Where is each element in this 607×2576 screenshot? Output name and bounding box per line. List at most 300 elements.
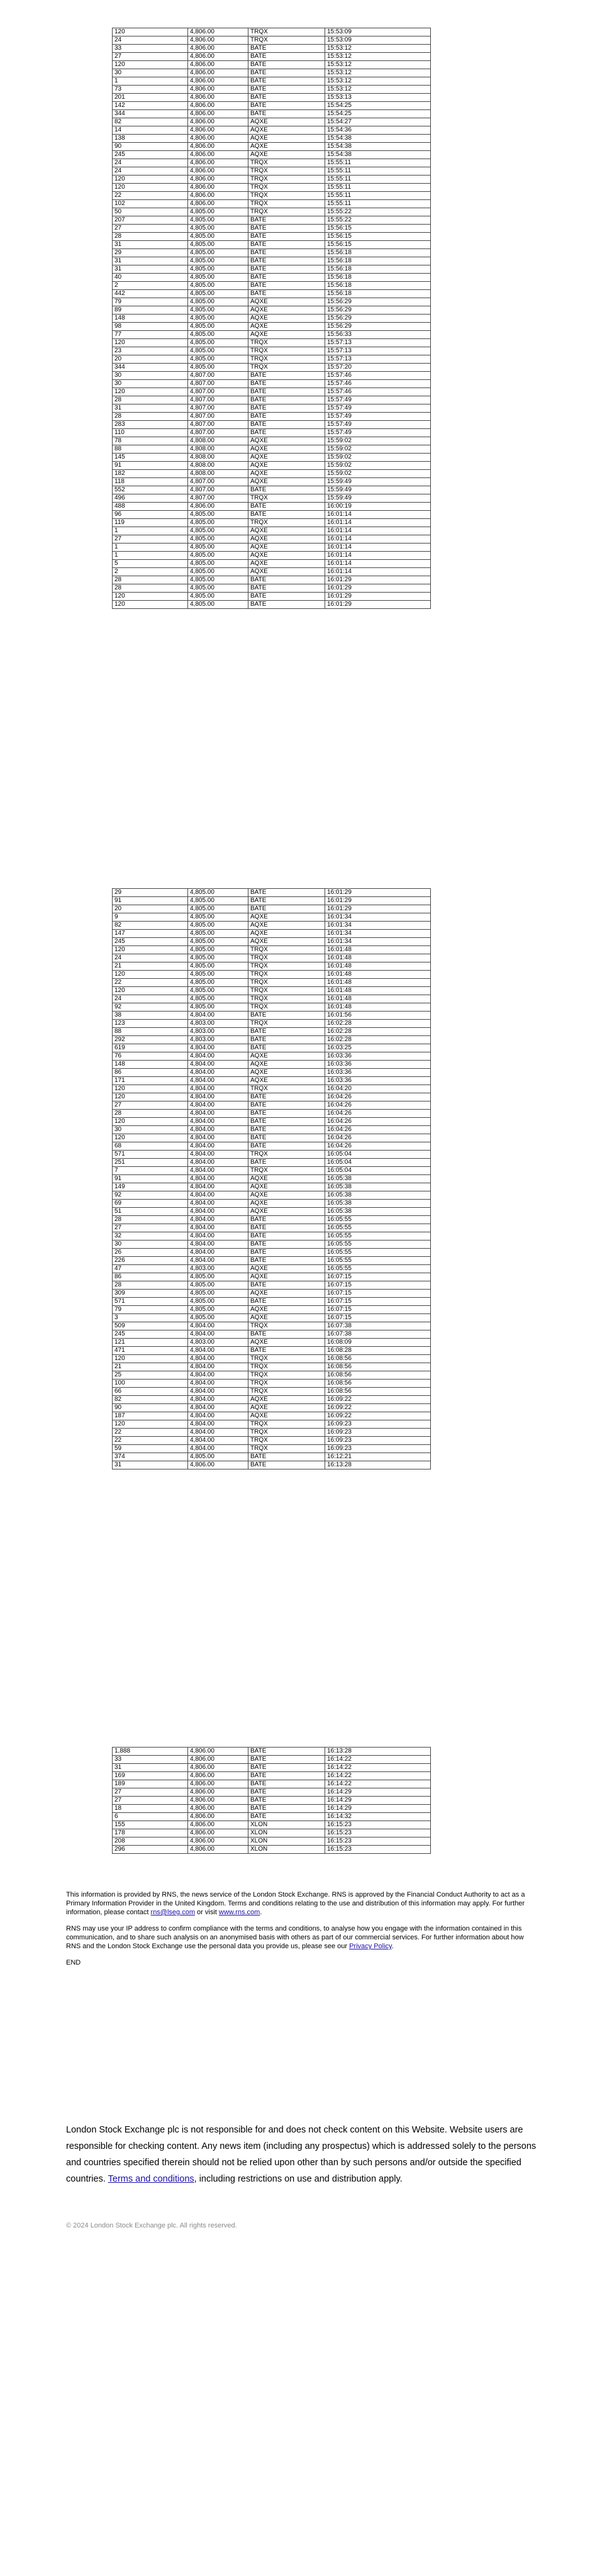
table-row <box>113 216 431 225</box>
table-row <box>113 905 431 913</box>
trade-time-cell: 16:04:26 <box>325 1142 431 1151</box>
trade-venue-cell: BATE <box>248 77 325 86</box>
trade-price-cell: 4,805.00 <box>188 282 248 290</box>
trade-time-cell: 15:53:12 <box>325 86 431 94</box>
trade-venue-cell: TRQX <box>248 355 325 364</box>
trade-volume-cell: 28 <box>113 413 188 421</box>
trade-volume-cell: 374 <box>113 1453 188 1461</box>
table-row <box>113 1273 431 1281</box>
trade-venue-cell: AQXE <box>248 151 325 159</box>
trade-volume-cell: 552 <box>113 486 188 494</box>
trade-venue-cell: AQXE <box>248 1183 325 1191</box>
table-row <box>113 1257 431 1265</box>
trade-time-cell: 15:59:49 <box>325 494 431 503</box>
trade-venue-cell: TRQX <box>248 347 325 355</box>
table-row <box>113 470 431 478</box>
trades-table-3 <box>112 1747 431 1854</box>
trade-price-cell: 4,805.00 <box>188 233 248 241</box>
trade-volume-cell: 148 <box>113 315 188 323</box>
trade-price-cell: 4,805.00 <box>188 323 248 331</box>
trade-volume-cell: 245 <box>113 151 188 159</box>
trade-time-cell: 16:05:04 <box>325 1167 431 1175</box>
trade-venue-cell: TRQX <box>248 184 325 192</box>
table-row <box>113 118 431 126</box>
trade-volume-cell: 120 <box>113 987 188 995</box>
trade-price-cell: 4,807.00 <box>188 380 248 388</box>
trade-time-cell: 15:56:18 <box>325 249 431 257</box>
trade-volume-cell: 1 <box>113 77 188 86</box>
trade-venue-cell: AQXE <box>248 462 325 470</box>
table-row <box>113 257 431 265</box>
trade-volume-cell: 7 <box>113 1167 188 1175</box>
trade-volume-cell: 208 <box>113 1837 188 1846</box>
trade-price-cell: 4,805.00 <box>188 265 248 274</box>
trade-venue-cell: TRQX <box>248 979 325 987</box>
table-row <box>113 290 431 298</box>
trade-time-cell: 15:53:12 <box>325 45 431 53</box>
trade-volume-cell: 89 <box>113 306 188 315</box>
table-row <box>113 1380 431 1388</box>
table-row <box>113 265 431 274</box>
trade-price-cell: 4,804.00 <box>188 1371 248 1380</box>
table-row <box>113 1142 431 1151</box>
trade-time-cell: 16:03:36 <box>325 1069 431 1077</box>
rns-email-link[interactable]: rns@lseg.com <box>150 1909 195 1916</box>
trade-venue-cell: AQXE <box>248 470 325 478</box>
privacy-policy-link[interactable]: Privacy Policy <box>349 1943 392 1950</box>
trade-volume-cell: 82 <box>113 922 188 930</box>
table-row <box>113 913 431 922</box>
trade-price-cell: 4,806.00 <box>188 1813 248 1821</box>
trade-price-cell: 4,805.00 <box>188 913 248 922</box>
trade-time-cell: 16:07:38 <box>325 1330 431 1339</box>
trade-venue-cell: AQXE <box>248 454 325 462</box>
trade-venue-cell: BATE <box>248 413 325 421</box>
trade-price-cell: 4,805.00 <box>188 576 248 584</box>
trade-time-cell: 16:01:48 <box>325 979 431 987</box>
trade-venue-cell: AQXE <box>248 527 325 535</box>
trade-venue-cell: BATE <box>248 503 325 511</box>
trade-volume-cell: 23 <box>113 347 188 355</box>
table-row <box>113 298 431 306</box>
trade-venue-cell: BATE <box>248 1241 325 1249</box>
trade-venue-cell: TRQX <box>248 1322 325 1330</box>
trade-venue-cell: AQXE <box>248 1061 325 1069</box>
trade-venue-cell: TRQX <box>248 176 325 184</box>
trade-volume-cell: 27 <box>113 1101 188 1110</box>
table-row <box>113 1396 431 1404</box>
table-row <box>113 922 431 930</box>
table-row <box>113 1797 431 1805</box>
trade-volume-cell: 88 <box>113 1028 188 1036</box>
trade-volume-cell: 31 <box>113 241 188 249</box>
trade-venue-cell: AQXE <box>248 323 325 331</box>
table-row <box>113 233 431 241</box>
table-row <box>113 1241 431 1249</box>
trade-price-cell: 4,808.00 <box>188 437 248 445</box>
trade-price-cell: 4,805.00 <box>188 601 248 609</box>
trade-time-cell: 16:02:28 <box>325 1036 431 1044</box>
trade-time-cell: 16:05:04 <box>325 1151 431 1159</box>
table-row <box>113 347 431 355</box>
trade-price-cell: 4,806.00 <box>188 1788 248 1797</box>
trade-volume-cell: 120 <box>113 61 188 69</box>
trade-volume-cell: 69 <box>113 1200 188 1208</box>
table-row <box>113 889 431 897</box>
trade-price-cell: 4,804.00 <box>188 1085 248 1093</box>
trade-venue-cell: BATE <box>248 372 325 380</box>
trade-price-cell: 4,804.00 <box>188 1101 248 1110</box>
table-row <box>113 1077 431 1085</box>
trade-price-cell: 4,806.00 <box>188 1461 248 1469</box>
trade-price-cell: 4,805.00 <box>188 1314 248 1322</box>
trade-volume-cell: 155 <box>113 1821 188 1829</box>
trade-venue-cell: AQXE <box>248 1077 325 1085</box>
rns-info-end: . <box>260 1909 262 1916</box>
trade-volume-cell: 149 <box>113 1183 188 1191</box>
rns-website-link[interactable]: www.rns.com <box>218 1909 260 1916</box>
trade-time-cell: 16:04:26 <box>325 1101 431 1110</box>
trade-price-cell: 4,805.00 <box>188 225 248 233</box>
trade-time-cell: 16:05:38 <box>325 1208 431 1216</box>
trade-price-cell: 4,806.00 <box>188 1764 248 1772</box>
trade-volume-cell: 182 <box>113 470 188 478</box>
table-row <box>113 315 431 323</box>
table-row <box>113 1183 431 1191</box>
trade-volume-cell: 31 <box>113 404 188 413</box>
trade-time-cell: 15:56:15 <box>325 241 431 249</box>
trade-time-cell: 16:14:32 <box>325 1813 431 1821</box>
trade-time-cell: 16:01:34 <box>325 913 431 922</box>
trade-venue-cell: BATE <box>248 396 325 404</box>
trade-volume-cell: 169 <box>113 1772 188 1780</box>
trade-price-cell: 4,803.00 <box>188 1028 248 1036</box>
trade-volume-cell: 120 <box>113 339 188 347</box>
trade-price-cell: 4,804.00 <box>188 1134 248 1142</box>
trade-volume-cell: 29 <box>113 889 188 897</box>
trade-volume-cell: 207 <box>113 216 188 225</box>
trade-volume-cell: 119 <box>113 519 188 527</box>
trade-volume-cell: 1 <box>113 527 188 535</box>
trade-venue-cell: AQXE <box>248 126 325 135</box>
trade-volume-cell: 619 <box>113 1044 188 1052</box>
trade-price-cell: 4,805.00 <box>188 511 248 519</box>
trade-venue-cell: BATE <box>248 110 325 118</box>
table-row <box>113 225 431 233</box>
trade-volume-cell: 120 <box>113 388 188 396</box>
trade-price-cell: 4,803.00 <box>188 1265 248 1273</box>
trade-price-cell: 4,805.00 <box>188 971 248 979</box>
table-row <box>113 53 431 61</box>
trade-volume-cell: 120 <box>113 971 188 979</box>
trade-venue-cell: AQXE <box>248 135 325 143</box>
trade-venue-cell: BATE <box>248 1298 325 1306</box>
trade-time-cell: 16:09:23 <box>325 1445 431 1453</box>
trade-volume-cell: 90 <box>113 1404 188 1412</box>
trade-time-cell: 15:57:49 <box>325 404 431 413</box>
table-row <box>113 1829 431 1837</box>
trade-venue-cell: TRQX <box>248 1020 325 1028</box>
trade-time-cell: 16:04:26 <box>325 1093 431 1101</box>
trade-time-cell: 16:01:14 <box>325 511 431 519</box>
end-marker: END <box>66 1959 81 1966</box>
table-row <box>113 1298 431 1306</box>
trade-time-cell: 16:01:14 <box>325 568 431 576</box>
trade-time-cell: 16:05:38 <box>325 1200 431 1208</box>
table-row <box>113 429 431 437</box>
trade-venue-cell: TRQX <box>248 192 325 200</box>
trade-price-cell: 4,805.00 <box>188 331 248 339</box>
trade-volume-cell: 6 <box>113 1813 188 1821</box>
trade-price-cell: 4,806.00 <box>188 1805 248 1813</box>
trade-venue-cell: TRQX <box>248 364 325 372</box>
trade-price-cell: 4,805.00 <box>188 922 248 930</box>
terms-and-conditions-link[interactable]: Terms and conditions <box>108 2174 194 2184</box>
trade-venue-cell: AQXE <box>248 118 325 126</box>
trade-price-cell: 4,805.00 <box>188 274 248 282</box>
table-row <box>113 938 431 946</box>
trade-time-cell: 16:07:15 <box>325 1290 431 1298</box>
trade-price-cell: 4,805.00 <box>188 339 248 347</box>
trade-volume-cell: 120 <box>113 1134 188 1142</box>
trade-time-cell: 16:14:22 <box>325 1780 431 1788</box>
trade-price-cell: 4,807.00 <box>188 372 248 380</box>
trade-venue-cell: BATE <box>248 1028 325 1036</box>
trade-volume-cell: 5 <box>113 560 188 568</box>
trade-volume-cell: 31 <box>113 265 188 274</box>
trade-volume-cell: 33 <box>113 1756 188 1764</box>
trade-price-cell: 4,804.00 <box>188 1118 248 1126</box>
trade-time-cell: 15:54:38 <box>325 151 431 159</box>
table-row <box>113 445 431 454</box>
trade-time-cell: 15:56:29 <box>325 298 431 306</box>
table-row <box>113 1216 431 1224</box>
table-row <box>113 454 431 462</box>
trade-venue-cell: TRQX <box>248 200 325 208</box>
trade-venue-cell: XLON <box>248 1829 325 1837</box>
trade-venue-cell: XLON <box>248 1837 325 1846</box>
trade-venue-cell: TRQX <box>248 159 325 167</box>
trade-volume-cell: 91 <box>113 462 188 470</box>
trade-venue-cell: BATE <box>248 380 325 388</box>
trade-venue-cell: BATE <box>248 1347 325 1355</box>
trade-volume-cell: 47 <box>113 1265 188 1273</box>
table-row <box>113 1420 431 1429</box>
trade-time-cell: 15:57:46 <box>325 380 431 388</box>
trade-time-cell: 16:01:48 <box>325 954 431 962</box>
trade-price-cell: 4,805.00 <box>188 560 248 568</box>
trade-venue-cell: AQXE <box>248 1273 325 1281</box>
trade-time-cell: 16:05:55 <box>325 1224 431 1232</box>
trade-volume-cell: 91 <box>113 897 188 905</box>
table-row <box>113 159 431 167</box>
table-row <box>113 249 431 257</box>
trade-price-cell: 4,805.00 <box>188 930 248 938</box>
trade-price-cell: 4,805.00 <box>188 290 248 298</box>
trade-price-cell: 4,805.00 <box>188 987 248 995</box>
trade-volume-cell: 121 <box>113 1339 188 1347</box>
trade-price-cell: 4,804.00 <box>188 1061 248 1069</box>
trade-price-cell: 4,806.00 <box>188 1829 248 1837</box>
table-row <box>113 176 431 184</box>
trade-time-cell: 15:53:12 <box>325 69 431 77</box>
trade-price-cell: 4,806.00 <box>188 94 248 102</box>
trade-volume-cell: 120 <box>113 1085 188 1093</box>
table-row <box>113 1069 431 1077</box>
trade-time-cell: 15:53:12 <box>325 61 431 69</box>
trade-volume-cell: 118 <box>113 478 188 486</box>
table-row <box>113 184 431 192</box>
trade-time-cell: 16:02:28 <box>325 1020 431 1028</box>
trade-volume-cell: 27 <box>113 535 188 544</box>
trade-price-cell: 4,804.00 <box>188 1208 248 1216</box>
trade-volume-cell: 496 <box>113 494 188 503</box>
table-row <box>113 946 431 954</box>
trade-price-cell: 4,807.00 <box>188 396 248 404</box>
table-row <box>113 372 431 380</box>
trade-price-cell: 4,805.00 <box>188 544 248 552</box>
trade-price-cell: 4,805.00 <box>188 889 248 897</box>
trade-price-cell: 4,803.00 <box>188 1036 248 1044</box>
trade-price-cell: 4,807.00 <box>188 421 248 429</box>
trade-price-cell: 4,804.00 <box>188 1159 248 1167</box>
trade-time-cell: 15:54:25 <box>325 110 431 118</box>
trade-price-cell: 4,806.00 <box>188 102 248 110</box>
trade-venue-cell: TRQX <box>248 1355 325 1363</box>
trade-volume-cell: 120 <box>113 1420 188 1429</box>
trade-venue-cell: TRQX <box>248 1437 325 1445</box>
trade-volume-cell: 28 <box>113 233 188 241</box>
table-row <box>113 274 431 282</box>
trade-volume-cell: 509 <box>113 1322 188 1330</box>
trade-price-cell: 4,805.00 <box>188 306 248 315</box>
trade-volume-cell: 344 <box>113 110 188 118</box>
trade-volume-cell: 142 <box>113 102 188 110</box>
trade-venue-cell: BATE <box>248 1134 325 1142</box>
trade-volume-cell: 442 <box>113 290 188 298</box>
trade-volume-cell: 571 <box>113 1151 188 1159</box>
trade-time-cell: 16:01:14 <box>325 544 431 552</box>
trade-volume-cell: 77 <box>113 331 188 339</box>
trade-price-cell: 4,804.00 <box>188 1380 248 1388</box>
table-row <box>113 36 431 45</box>
trade-volume-cell: 20 <box>113 355 188 364</box>
trade-time-cell: 16:14:29 <box>325 1805 431 1813</box>
trade-price-cell: 4,804.00 <box>188 1330 248 1339</box>
trade-venue-cell: BATE <box>248 265 325 274</box>
trade-venue-cell: BATE <box>248 421 325 429</box>
trade-venue-cell: AQXE <box>248 1208 325 1216</box>
trade-time-cell: 15:59:02 <box>325 462 431 470</box>
trade-venue-cell: BATE <box>248 1330 325 1339</box>
trade-price-cell: 4,804.00 <box>188 1012 248 1020</box>
table-row <box>113 437 431 445</box>
rns-privacy-paragraph <box>66 1924 538 1951</box>
trade-time-cell: 16:05:55 <box>325 1216 431 1224</box>
trade-time-cell: 15:54:27 <box>325 118 431 126</box>
trade-time-cell: 16:01:14 <box>325 535 431 544</box>
trade-price-cell: 4,806.00 <box>188 1797 248 1805</box>
trade-time-cell: 16:01:29 <box>325 584 431 593</box>
trade-price-cell: 4,806.00 <box>188 1772 248 1780</box>
trade-venue-cell: AQXE <box>248 1396 325 1404</box>
trade-venue-cell: BATE <box>248 102 325 110</box>
table-row <box>113 1134 431 1142</box>
trade-venue-cell: AQXE <box>248 1404 325 1412</box>
trade-volume-cell: 571 <box>113 1298 188 1306</box>
trade-time-cell: 16:08:28 <box>325 1347 431 1355</box>
trade-venue-cell: BATE <box>248 1232 325 1241</box>
table-row <box>113 1020 431 1028</box>
table-row <box>113 1347 431 1355</box>
table-row <box>113 167 431 176</box>
copyright-notice: © 2024 London Stock Exchange plc. All rights reserved. <box>66 2222 237 2229</box>
trade-volume-cell: 178 <box>113 1829 188 1837</box>
trade-price-cell: 4,805.00 <box>188 315 248 323</box>
trade-price-cell: 4,804.00 <box>188 1355 248 1363</box>
footer-text: London Stock Exchange plc is not responsible for and does not check content on this Website. Website users are responsible for checking content. Any news item (including any prospectus) which is addressed solely to the persons and countries specified therein should not be relied upon other than by such persons and/or outside the specified countries. <box>66 2125 537 2184</box>
table-row <box>113 77 431 86</box>
trade-volume-cell: 92 <box>113 1191 188 1200</box>
trade-volume-cell: 138 <box>113 135 188 143</box>
table-row <box>113 1453 431 1461</box>
trade-venue-cell: AQXE <box>248 1306 325 1314</box>
trade-venue-cell: AQXE <box>248 552 325 560</box>
trade-time-cell: 16:13:28 <box>325 1748 431 1756</box>
trade-time-cell: 16:13:28 <box>325 1461 431 1469</box>
trade-price-cell: 4,805.00 <box>188 347 248 355</box>
table-row <box>113 1265 431 1273</box>
trade-time-cell: 16:15:23 <box>325 1829 431 1837</box>
trade-price-cell: 4,806.00 <box>188 69 248 77</box>
trade-price-cell: 4,804.00 <box>188 1142 248 1151</box>
trade-time-cell: 15:53:12 <box>325 77 431 86</box>
trade-venue-cell: AQXE <box>248 478 325 486</box>
table-row <box>113 126 431 135</box>
trade-price-cell: 4,805.00 <box>188 946 248 954</box>
table-row <box>113 1821 431 1829</box>
table-row <box>113 1371 431 1380</box>
table-row <box>113 1118 431 1126</box>
trade-volume-cell: 201 <box>113 94 188 102</box>
trade-venue-cell: AQXE <box>248 445 325 454</box>
trade-venue-cell: BATE <box>248 1813 325 1821</box>
trade-venue-cell: BATE <box>248 1159 325 1167</box>
trade-time-cell: 16:15:23 <box>325 1846 431 1854</box>
trade-venue-cell: AQXE <box>248 331 325 339</box>
trade-venue-cell: BATE <box>248 905 325 913</box>
trade-venue-cell: AQXE <box>248 930 325 938</box>
trade-venue-cell: TRQX <box>248 519 325 527</box>
trade-volume-cell: 66 <box>113 1388 188 1396</box>
trade-venue-cell: AQXE <box>248 1339 325 1347</box>
trade-volume-cell: 2 <box>113 568 188 576</box>
table-row <box>113 1322 431 1330</box>
trade-time-cell: 16:07:15 <box>325 1306 431 1314</box>
table-row <box>113 1061 431 1069</box>
trade-price-cell: 4,804.00 <box>188 1396 248 1404</box>
table-row <box>113 1780 431 1788</box>
trade-time-cell: 16:04:26 <box>325 1118 431 1126</box>
table-row <box>113 110 431 118</box>
trade-time-cell: 15:56:29 <box>325 323 431 331</box>
trade-time-cell: 16:01:48 <box>325 962 431 971</box>
trade-venue-cell: BATE <box>248 486 325 494</box>
trade-venue-cell: XLON <box>248 1846 325 1854</box>
trade-price-cell: 4,806.00 <box>188 167 248 176</box>
trade-price-cell: 4,808.00 <box>188 445 248 454</box>
trade-time-cell: 16:01:48 <box>325 1003 431 1012</box>
